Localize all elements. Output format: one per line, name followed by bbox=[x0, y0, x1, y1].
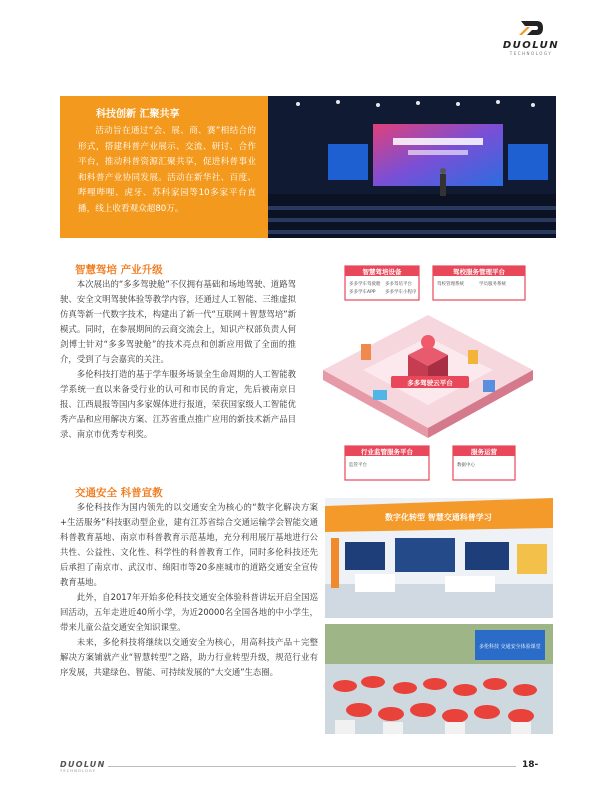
illus-chip: 学员服务系统 bbox=[479, 282, 506, 287]
illus-label: 服务运营 bbox=[471, 448, 497, 456]
illus-chip: 多多学车驾驶舱 bbox=[349, 282, 381, 287]
paragraph: 此外，自2017年开始多伦科技交通安全体验科普讲坛开启全国巡回活动，五年走进近40所小学，为近20000名全国各地的中小学生，带来儿童公益交通安全知识课堂。 bbox=[60, 592, 318, 632]
event-stage-photo bbox=[268, 96, 556, 238]
illus-chip: 多多学车APP bbox=[349, 290, 376, 295]
paragraph: 本次展出的“多多驾驶舱”不仅拥有基础和场地驾驶、道路驾驶、安全文明驾驶体验等教学内容，还通过人工智能、三维虚拟仿真等新一代数字技术，构建出了新一代“互联网＋智慧驾培”新模式。同时，在参展期间的云商交流会上，知识产权部负责人何剑博士针对“多多驾驶舱”的技术亮点和创新应用做了全面的推介，受到了与会嘉宾的关注。 bbox=[60, 279, 296, 364]
school-safety-class-photo bbox=[325, 624, 553, 734]
footer-logo bbox=[60, 760, 106, 773]
paragraph: 多伦科技打造的基于学车服务场景全生命周期的人工智能教学系统一直以来备受行业的认可和市民的肯定，先后被南京日报、江西晨报等国内多家媒体进行报道，荣获国家级人工智能优秀产品和应用解决方案、江苏省重点推广应用的新技术新产品目录、南京市优秀专利奖。 bbox=[60, 369, 296, 439]
footer-divider bbox=[108, 766, 516, 767]
exhibition-hall-photo bbox=[325, 498, 553, 618]
illus-chip: 监管平台 bbox=[349, 463, 367, 468]
event-banner bbox=[60, 96, 556, 238]
section-body-traffic-safety bbox=[60, 500, 318, 680]
banner-body: 活动旨在通过“会、展、商、赛”相结合的形式，搭建科普产业展示、交流、研讨、合作平台，推动科普资源汇聚共享，促进科普事业和科普产业协同发展。活动在新华社、百度、哔哩哔哩、虎牙、苏科家园等10多家平台直播，线上收看观众超80万。 bbox=[78, 126, 256, 214]
paragraph: 多伦科技作为国内领先的以交通安全为核心的“数字化解决方案+生活服务”科技驱动型企业，建有江苏省综合交通运输学会智能交通科普教育基地、南京市科普教育示范基地，充分利用展厅基地进行公共性、公益性、文化性、科学性的科普教育工作，同时多伦科技还先后承担了南京市、武汉市、绵阳市等20多座城市的道路交通安全宣传教育基地。 bbox=[60, 502, 318, 587]
brand-name: DUOLUN bbox=[502, 40, 560, 51]
illus-label: 多多驾驶云平台 bbox=[407, 379, 453, 387]
brand-logo bbox=[492, 18, 570, 56]
illus-label: 驾校服务管理平台 bbox=[453, 268, 505, 276]
brand-tagline: TECHNOLOGY bbox=[509, 51, 553, 56]
banner-title: 科技创新 汇聚共享 bbox=[96, 109, 180, 120]
logo-mark-icon bbox=[517, 18, 545, 38]
illus-label: 智慧驾培设备 bbox=[362, 268, 402, 276]
footer-brand-tagline: TECHNOLOGY bbox=[60, 769, 97, 773]
page-number: 18- bbox=[522, 760, 539, 770]
illus-chip: 驾校管理系统 bbox=[437, 282, 464, 287]
banner-text-panel bbox=[60, 96, 268, 238]
illus-chip: 数据中心 bbox=[457, 463, 475, 468]
illus-chip: 多多驾培平台 bbox=[385, 282, 412, 287]
section-title-smart-driving: 智慧驾培 产业升级 bbox=[75, 264, 163, 276]
footer-brand-name: DUOLUN bbox=[60, 760, 106, 769]
section-title-traffic-safety: 交通安全 科普宣教 bbox=[75, 487, 163, 499]
paragraph: 未来，多伦科技将继续以交通安全为核心，用高科技产品＋完整解决方案铺就产业“智慧转型”之路，助力行业转型升级，规范行业有序发展，共建绿色、智能、可持续发展的“大交通”生态圈。 bbox=[60, 637, 318, 677]
illus-chip: 多多学车小程序 bbox=[385, 290, 417, 295]
illus-label: 行业监管服务平台 bbox=[361, 448, 413, 456]
smart-driving-platform-illustration bbox=[303, 260, 553, 488]
photo-banner-text: 数字化转型 智慧交通科普学习 bbox=[385, 513, 492, 522]
photo-board-text: 多伦科技 交通安全体验课堂 bbox=[479, 644, 541, 650]
section-body-smart-driving bbox=[60, 277, 296, 442]
